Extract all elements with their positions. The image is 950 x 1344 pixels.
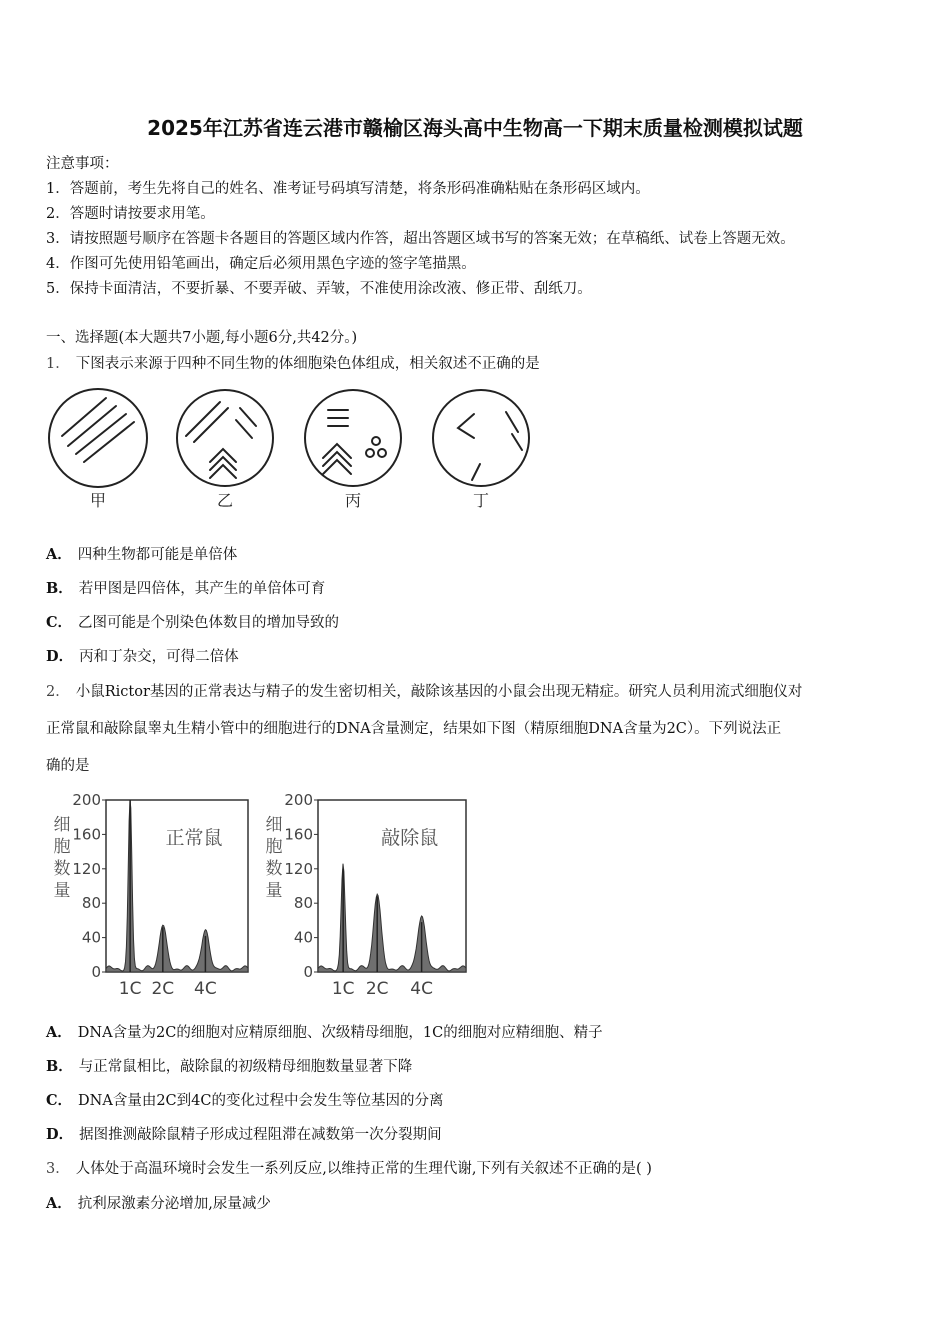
notice-item: 1．答题前，考生先将自己的姓名、准考证号码填写清楚，将条形码准确粘贴在条形码区域内。	[46, 181, 650, 197]
x-tick-label: 1C	[331, 979, 355, 999]
y-tick-label: 0	[303, 963, 313, 981]
y-tick-label: 0	[91, 963, 101, 981]
y-tick-label: 80	[81, 894, 101, 913]
page-title: 2025年江苏省连云港市赣榆区海头高中生物高一下期末质量检测模拟试题	[147, 116, 803, 140]
option-letter: C．	[46, 1092, 73, 1109]
notice-item: 5．保持卡面清洁，不要折暴、不要弄破、弄皱，不准使用涂改液、修正带、刮纸刀。	[46, 281, 592, 297]
chart-1	[54, 791, 249, 999]
chart-title: 敲除鼠	[381, 827, 439, 849]
x-tick-label: 2C	[151, 979, 175, 999]
y-tick-label: 200	[72, 791, 101, 809]
x-tick-label: 4C	[410, 979, 433, 999]
option-d	[46, 645, 239, 666]
cell-yi	[177, 390, 273, 486]
figure-label-ding: 丁	[472, 491, 490, 510]
option-text: 丙和丁杂交，可得二倍体	[79, 649, 239, 665]
option-text: 乙图可能是个别染色体数目的增加导致的	[78, 615, 340, 631]
y-tick-label: 40	[81, 928, 101, 947]
y-axis-label: 数	[265, 859, 283, 879]
y-tick-label: 40	[293, 928, 313, 947]
y-axis-label: 量	[53, 881, 71, 901]
y-tick-label: 160	[72, 825, 101, 844]
histogram-trace	[106, 800, 248, 972]
option-letter: B．	[46, 1058, 73, 1075]
notice-item: 2．答题时请按要求用笔。	[46, 206, 215, 222]
option-text: 与正常鼠相比，敲除鼠的初级精母细胞数量显著下降	[78, 1059, 413, 1075]
y-axis-label: 数	[53, 859, 71, 879]
y-tick-label: 80	[293, 894, 313, 913]
option-a	[46, 1021, 603, 1042]
x-tick-label: 4C	[194, 979, 217, 999]
option-letter: A．	[46, 546, 72, 563]
option-text: 据图推测敲除鼠精子形成过程阻滞在减数第一次分裂期间	[79, 1127, 442, 1143]
figure-label-yi: 乙	[216, 491, 234, 510]
y-axis-label: 胞	[265, 837, 283, 857]
chromosome-figure	[40, 382, 540, 512]
option-letter: D．	[46, 1126, 74, 1143]
option-text: 抗利尿激素分泌增加,尿量减少	[77, 1196, 271, 1212]
y-axis-label: 细	[53, 815, 71, 835]
question-number: 2．	[46, 684, 70, 700]
question-3-stem	[46, 1157, 652, 1178]
question-2-stem-line: 确的是	[46, 758, 90, 774]
y-axis-label: 胞	[53, 837, 71, 857]
question-text: 下图表示来源于四种不同生物的体细胞染色体组成，相关叙述不正确的是	[75, 356, 540, 372]
figure-label-jia: 甲	[89, 491, 107, 510]
notice-heading: 注意事项：	[46, 156, 119, 172]
y-axis-label: 量	[265, 881, 283, 901]
cell-bing	[305, 390, 401, 486]
section-heading: 一、选择题(本大题共7小题,每小题6分,共42分。)	[46, 330, 358, 346]
notice-item: 4．作图可先使用铅笔画出，确定后必须用黑色字迹的签字笔描黑。	[46, 256, 476, 272]
chart-2	[266, 791, 467, 999]
option-letter: C．	[46, 614, 73, 631]
x-tick-label: 2C	[365, 979, 389, 999]
option-a	[46, 1192, 271, 1213]
option-c	[46, 611, 339, 632]
option-text: 若甲图是四倍体，其产生的单倍体可育	[78, 581, 326, 597]
y-tick-label: 200	[284, 791, 313, 809]
histogram-trace	[318, 864, 466, 972]
question-2-stem-line	[46, 680, 802, 701]
notice-item: 3．请按照题号顺序在答题卡各题目的答题区域内作答，超出答题区域书写的答案无效；在草稿纸、试卷上答题无效。	[46, 231, 795, 247]
option-d	[46, 1123, 442, 1144]
option-letter: A．	[46, 1024, 72, 1041]
question-2-stem-line: 正常鼠和敲除鼠睾丸生精小管中的细胞进行的DNA含量测定，结果如下图（精原细胞DNA含量为2C）。下列说法正	[46, 721, 782, 737]
y-tick-label: 160	[284, 825, 313, 844]
y-axis-label: 细	[265, 815, 283, 835]
option-c	[46, 1089, 443, 1110]
question-1-stem	[46, 352, 540, 373]
y-tick-label: 120	[72, 859, 101, 878]
option-b	[46, 577, 325, 598]
option-letter: D．	[46, 648, 74, 665]
option-a	[46, 543, 237, 564]
question-number: 1．	[46, 356, 70, 372]
option-b	[46, 1055, 412, 1076]
figure-label-bing: 丙	[344, 491, 362, 510]
option-letter: B．	[46, 580, 73, 597]
y-tick-label: 120	[284, 859, 313, 878]
option-text: DNA含量为2C的细胞对应精原细胞、次级精母细胞，1C的细胞对应精细胞、精子	[77, 1025, 603, 1041]
question-text: 人体处于高温环境时会发生一系列反应,以维持正常的生理代谢,下列有关叙述不正确的是( )	[75, 1161, 652, 1177]
question-text: 小鼠Rictor基因的正常表达与精子的发生密切相关，敲除该基因的小鼠会出现无精症。研究人员利用流式细胞仪对	[75, 684, 803, 700]
dna-content-charts	[48, 788, 478, 1006]
option-letter: A．	[46, 1195, 72, 1212]
option-text: 四种生物都可能是单倍体	[77, 547, 238, 563]
x-tick-label: 1C	[118, 979, 142, 999]
chart-title: 正常鼠	[165, 827, 223, 849]
option-text: DNA含量由2C到4C的变化过程中会发生等位基因的分离	[78, 1093, 444, 1109]
question-number: 3．	[46, 1161, 70, 1177]
